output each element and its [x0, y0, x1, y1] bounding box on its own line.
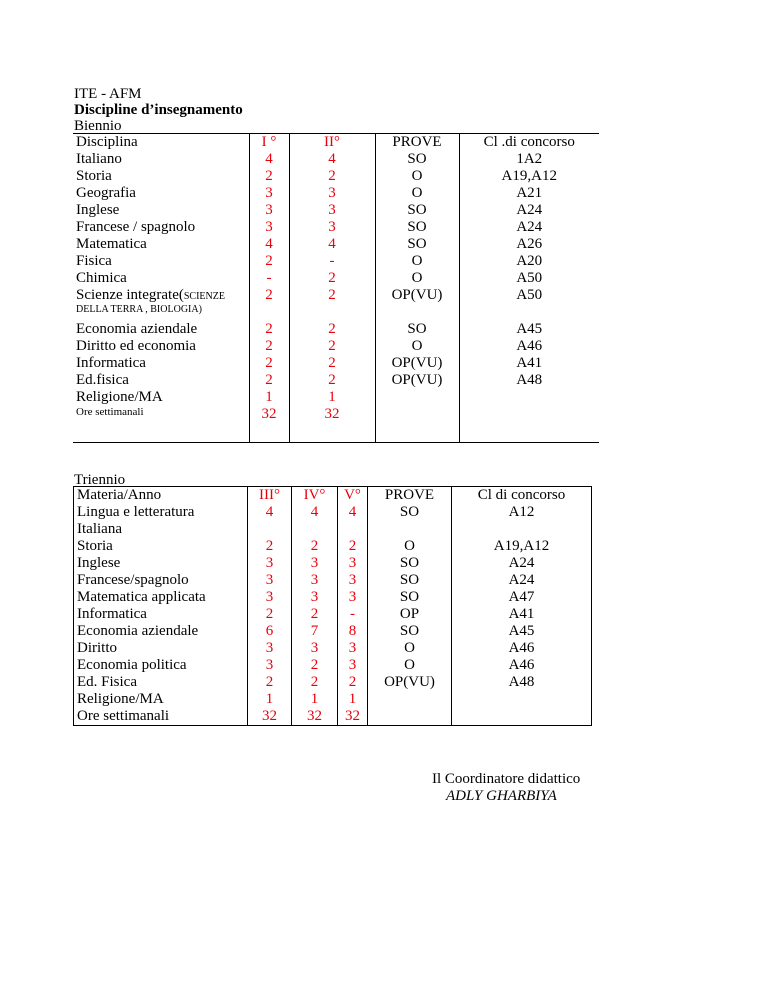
- prove-type: OP(VU): [375, 372, 459, 389]
- hours-year4: 3: [292, 555, 338, 572]
- classe-concorso: A24: [452, 572, 592, 589]
- subject-name-main: Scienze integrate(: [76, 287, 184, 303]
- prove-type: [368, 691, 452, 708]
- subject-name: Inglese: [73, 202, 249, 219]
- subject-name: Matematica: [73, 236, 249, 253]
- triennio-row: [74, 606, 592, 623]
- hours-year3: 3: [248, 555, 292, 572]
- hours-year1: 2: [249, 372, 289, 389]
- prove-type: SO: [375, 321, 459, 338]
- hours-year1: 2: [249, 355, 289, 372]
- hours-year2: 2: [289, 270, 375, 287]
- prove-type: O: [375, 338, 459, 355]
- biennio-row: [73, 270, 599, 287]
- prove-type: OP(VU): [375, 355, 459, 372]
- subject-name: Inglese: [74, 555, 248, 572]
- classe-concorso: A12: [452, 504, 592, 538]
- biennio-row-scienze: [73, 287, 599, 321]
- subject-name: Chimica: [73, 270, 249, 287]
- classe-concorso: A45: [452, 623, 592, 640]
- total-year1: 32: [249, 406, 289, 443]
- classe-concorso: A46: [516, 338, 543, 354]
- hours-year4: 2: [292, 606, 338, 623]
- prove-type: SO: [375, 151, 459, 168]
- hours-year4: 1: [292, 691, 338, 708]
- hours-year2: 2: [289, 355, 375, 372]
- prove-type: SO: [368, 623, 452, 640]
- header-year1: I °: [249, 134, 289, 152]
- hours-year3: 1: [248, 691, 292, 708]
- hours-year5: 3: [338, 555, 368, 572]
- biennio-table: [73, 133, 599, 443]
- hours-year5: 1: [338, 691, 368, 708]
- hours-year4: 2: [292, 674, 338, 691]
- subject-name-note: SCIENZE: [183, 291, 225, 302]
- classe-concorso: A48: [516, 372, 543, 388]
- hours-year2: 2: [289, 168, 375, 185]
- biennio-total-row: [73, 406, 599, 443]
- classe-concorso: A46: [452, 640, 592, 657]
- triennio-row: [74, 555, 592, 572]
- total-year2: 32: [289, 406, 375, 443]
- biennio-row: [73, 372, 599, 389]
- subject-name: Italiano: [73, 151, 249, 168]
- hours-year4: 32: [292, 708, 338, 726]
- classe-concorso: A19,A12: [501, 168, 557, 184]
- hours-year2: 3: [289, 185, 375, 202]
- triennio-row: [74, 674, 592, 691]
- biennio-row: [73, 321, 599, 338]
- biennio-row: [73, 236, 599, 253]
- classe-concorso: A24: [516, 202, 543, 218]
- hours-year4: 3: [292, 589, 338, 606]
- header-prove: PROVE: [368, 487, 452, 505]
- subject-name: Geografia: [73, 185, 249, 202]
- classe-concorso: A26: [516, 236, 543, 252]
- hours-year2: 2: [289, 338, 375, 355]
- subject-name: Diritto: [74, 640, 248, 657]
- prove-type: SO: [368, 572, 452, 589]
- prove-type: SO: [375, 236, 459, 253]
- classe-concorso: A41: [516, 355, 543, 371]
- subject-name: Storia: [73, 168, 249, 185]
- subject-name: Economia aziendale: [73, 321, 249, 338]
- prove-type: O: [375, 168, 459, 185]
- prove-type: SO: [375, 219, 459, 236]
- triennio-table: [73, 486, 592, 726]
- biennio-row: [73, 219, 599, 236]
- hours-year3: 3: [248, 572, 292, 589]
- prove-type: [368, 708, 452, 726]
- section-triennio-label: Triennio: [74, 472, 126, 488]
- biennio-row: [73, 389, 599, 406]
- subject-name: [73, 287, 249, 321]
- biennio-header-row: [73, 134, 599, 152]
- total-label: Ore settimanali: [73, 406, 249, 443]
- biennio-row: [73, 202, 599, 219]
- hours-year5: 4: [338, 504, 368, 538]
- header-year5: V°: [338, 487, 368, 505]
- subject-name: Diritto ed economia: [73, 338, 249, 355]
- triennio-row: [74, 538, 592, 555]
- hours-year4: 3: [292, 572, 338, 589]
- hours-year5: 3: [338, 589, 368, 606]
- subject-name: Ed. Fisica: [74, 674, 248, 691]
- prove-type: O: [368, 538, 452, 555]
- header-classe-concorso: Cl .di concorso: [483, 134, 575, 150]
- classe-concorso: A19,A12: [452, 538, 592, 555]
- triennio-row: [74, 691, 592, 708]
- classe-concorso: A48: [452, 674, 592, 691]
- hours-year5: 3: [338, 640, 368, 657]
- classe-concorso: A24: [452, 555, 592, 572]
- header-prove: PROVE: [375, 134, 459, 152]
- prove-type: SO: [368, 555, 452, 572]
- hours-year3: 4: [248, 504, 292, 538]
- hours-year1: 2: [249, 287, 289, 321]
- subject-name-line1: Lingua e letteratura: [77, 504, 195, 520]
- hours-year1: 2: [249, 338, 289, 355]
- subject-name: Fisica: [73, 253, 249, 270]
- classe-concorso: [452, 691, 592, 708]
- biennio-row: [73, 151, 599, 168]
- section-biennio-label: Biennio: [74, 118, 122, 134]
- hours-year3: 3: [248, 657, 292, 674]
- classe-concorso: A20: [516, 253, 543, 269]
- hours-year5: 32: [338, 708, 368, 726]
- subject-name: Ed.fisica: [73, 372, 249, 389]
- subject-name: Economia aziendale: [74, 623, 248, 640]
- hours-year1: 2: [249, 253, 289, 270]
- hours-year2: 2: [289, 321, 375, 338]
- classe-concorso: A21: [516, 185, 543, 201]
- biennio-row: [73, 185, 599, 202]
- triennio-row: [74, 623, 592, 640]
- hours-year1: 3: [249, 202, 289, 219]
- header-year3: III°: [248, 487, 292, 505]
- total-classe: [459, 406, 599, 443]
- subject-name: Religione/MA: [73, 389, 249, 406]
- biennio-row: [73, 355, 599, 372]
- classe-concorso: A46: [452, 657, 592, 674]
- biennio-row: [73, 338, 599, 355]
- prove-type: O: [368, 657, 452, 674]
- hours-year5: 3: [338, 572, 368, 589]
- subject-name-line2: Italiana: [77, 521, 122, 537]
- school-label: ITE - AFM: [74, 86, 142, 102]
- hours-year3: 3: [248, 640, 292, 657]
- triennio-row: [74, 640, 592, 657]
- hours-year4: 7: [292, 623, 338, 640]
- classe-concorso: 1A2: [516, 151, 543, 167]
- header-year2: II°: [289, 134, 375, 152]
- hours-year2: 4: [289, 236, 375, 253]
- hours-year3: 2: [248, 538, 292, 555]
- hours-year2: 2: [289, 287, 375, 321]
- prove-type: O: [368, 640, 452, 657]
- triennio-row-lingua: [74, 504, 592, 538]
- subject-name-note-detail: DELLA TERRA , BIOLOGIA): [76, 304, 202, 315]
- triennio-row: [74, 572, 592, 589]
- subject-name: Economia politica: [74, 657, 248, 674]
- hours-year1: 4: [249, 151, 289, 168]
- hours-year2: 3: [289, 219, 375, 236]
- subject-name: Matematica applicata: [74, 589, 248, 606]
- hours-year4: 4: [292, 504, 338, 538]
- triennio-row: [74, 589, 592, 606]
- prove-type: O: [375, 185, 459, 202]
- classe-concorso: A41: [452, 606, 592, 623]
- header-disciplina: Disciplina: [73, 134, 249, 152]
- prove-type: SO: [368, 504, 452, 538]
- classe-concorso: [452, 708, 592, 726]
- hours-year4: 3: [292, 640, 338, 657]
- hours-year1: 3: [249, 219, 289, 236]
- hours-year1: 2: [249, 168, 289, 185]
- hours-year2: 3: [289, 202, 375, 219]
- hours-year1: 2: [249, 321, 289, 338]
- subject-name: Storia: [74, 538, 248, 555]
- hours-year5: 2: [338, 538, 368, 555]
- subject-name: Francese/spagnolo: [74, 572, 248, 589]
- subject-name: Informatica: [74, 606, 248, 623]
- prove-type: O: [375, 270, 459, 287]
- document-title: Discipline d’insegnamento: [74, 102, 243, 118]
- classe-concorso: A50: [516, 287, 543, 303]
- total-prove: [375, 406, 459, 443]
- prove-type: OP(VU): [368, 674, 452, 691]
- subject-name: Religione/MA: [74, 691, 248, 708]
- hours-year1: 3: [249, 185, 289, 202]
- hours-year1: 4: [249, 236, 289, 253]
- hours-year2: -: [289, 253, 375, 270]
- header-year4: IV°: [292, 487, 338, 505]
- biennio-row: [73, 253, 599, 270]
- subject-name: Francese / spagnolo: [73, 219, 249, 236]
- prove-type: O: [375, 253, 459, 270]
- hours-year5: -: [338, 606, 368, 623]
- subject-name: Ore settimanali: [74, 708, 248, 726]
- prove-type: [375, 389, 459, 406]
- hours-year2: 2: [289, 372, 375, 389]
- signature-name: ADLY GHARBIYA: [446, 788, 557, 804]
- hours-year3: 6: [248, 623, 292, 640]
- hours-year1: -: [249, 270, 289, 287]
- hours-year4: 2: [292, 538, 338, 555]
- hours-year3: 32: [248, 708, 292, 726]
- triennio-row: [74, 657, 592, 674]
- prove-type: SO: [375, 202, 459, 219]
- classe-concorso: A47: [452, 589, 592, 606]
- classe-concorso: A24: [516, 219, 543, 235]
- hours-year3: 2: [248, 606, 292, 623]
- triennio-header-row: [74, 487, 592, 505]
- classe-concorso: A50: [516, 270, 543, 286]
- prove-type: OP(VU): [375, 287, 459, 321]
- hours-year4: 2: [292, 657, 338, 674]
- hours-year5: 3: [338, 657, 368, 674]
- hours-year5: 2: [338, 674, 368, 691]
- hours-year2: 4: [289, 151, 375, 168]
- classe-concorso: A45: [516, 321, 543, 337]
- triennio-row: [74, 708, 592, 726]
- header-classe-concorso: Cl di concorso: [452, 487, 592, 505]
- hours-year2: 1: [289, 389, 375, 406]
- hours-year1: 1: [249, 389, 289, 406]
- biennio-row: [73, 168, 599, 185]
- hours-year3: 2: [248, 674, 292, 691]
- prove-type: SO: [368, 589, 452, 606]
- subject-name: Informatica: [73, 355, 249, 372]
- prove-type: OP: [368, 606, 452, 623]
- signature-role: Il Coordinatore didattico: [432, 771, 581, 787]
- subject-name: [74, 504, 248, 538]
- classe-concorso: [459, 389, 599, 406]
- hours-year5: 8: [338, 623, 368, 640]
- hours-year3: 3: [248, 589, 292, 606]
- header-materia: Materia/Anno: [74, 487, 248, 505]
